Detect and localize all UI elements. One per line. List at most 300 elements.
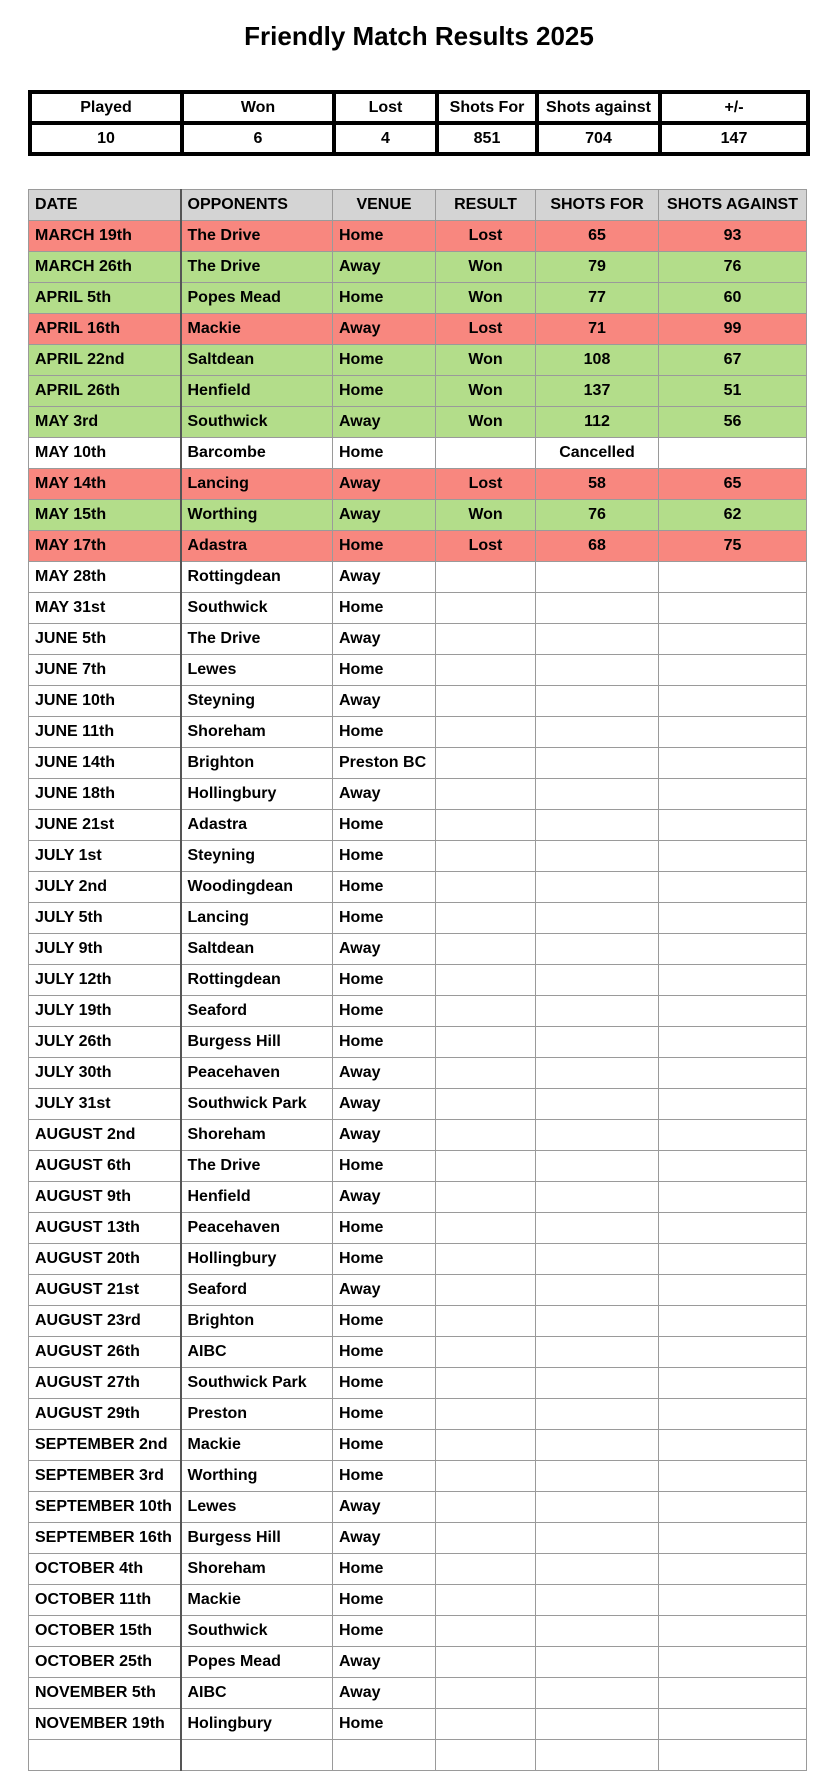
result-cell xyxy=(436,1461,536,1492)
table-row xyxy=(29,469,807,500)
opponent-cell: Seaford xyxy=(181,1275,333,1306)
results-body xyxy=(29,221,807,1771)
result-cell xyxy=(436,1089,536,1120)
shots-against-cell xyxy=(659,1182,807,1213)
opponent-cell: AIBC xyxy=(181,1678,333,1709)
table-row xyxy=(29,1430,807,1461)
column-header-shots-for: SHOTS FOR xyxy=(536,190,659,221)
shots-against-cell xyxy=(659,748,807,779)
result-cell xyxy=(436,810,536,841)
shots-for-cell xyxy=(536,1337,659,1368)
venue-cell: Home xyxy=(333,965,436,996)
table-row xyxy=(29,965,807,996)
result-cell xyxy=(436,655,536,686)
shots-for-cell xyxy=(536,1058,659,1089)
result-cell xyxy=(436,1027,536,1058)
summary-header-row xyxy=(30,92,808,123)
table-row xyxy=(29,1244,807,1275)
opponent-cell: Shoreham xyxy=(181,1554,333,1585)
result-cell xyxy=(436,748,536,779)
date-cell: MARCH 19th xyxy=(29,221,181,252)
table-row xyxy=(29,1554,807,1585)
summary-value-lost: 4 xyxy=(334,123,437,154)
result-cell xyxy=(436,1430,536,1461)
shots-against-cell xyxy=(659,1368,807,1399)
shots-against-cell xyxy=(659,1089,807,1120)
venue-cell: Away xyxy=(333,252,436,283)
shots-for-cell xyxy=(536,1523,659,1554)
shots-for-cell xyxy=(536,934,659,965)
result-cell xyxy=(436,1213,536,1244)
opponent-cell: Rottingdean xyxy=(181,965,333,996)
opponent-cell: Lancing xyxy=(181,469,333,500)
date-cell: MAY 28th xyxy=(29,562,181,593)
summary-value-shots-against: 704 xyxy=(537,123,660,154)
shots-for-cell xyxy=(536,1709,659,1740)
opponent-cell: Burgess Hill xyxy=(181,1027,333,1058)
result-cell xyxy=(436,872,536,903)
date-cell: OCTOBER 25th xyxy=(29,1647,181,1678)
result-cell xyxy=(436,1151,536,1182)
venue-cell: Away xyxy=(333,1058,436,1089)
venue-cell: Away xyxy=(333,1492,436,1523)
date-cell: JULY 5th xyxy=(29,903,181,934)
shots-against-cell xyxy=(659,1306,807,1337)
shots-against-cell xyxy=(659,1244,807,1275)
opponent-cell: Steyning xyxy=(181,686,333,717)
venue-cell: Away xyxy=(333,1647,436,1678)
venue-cell: Away xyxy=(333,314,436,345)
shots-for-cell xyxy=(536,1244,659,1275)
result-cell xyxy=(436,1399,536,1430)
venue-cell: Away xyxy=(333,934,436,965)
opponent-cell: Steyning xyxy=(181,841,333,872)
table-row xyxy=(29,1027,807,1058)
venue-cell: Home xyxy=(333,810,436,841)
venue-cell: Home xyxy=(333,655,436,686)
result-cell xyxy=(436,1492,536,1523)
date-cell: JUNE 21st xyxy=(29,810,181,841)
opponent-cell: Shoreham xyxy=(181,717,333,748)
shots-for-cell xyxy=(536,1306,659,1337)
table-row xyxy=(29,1616,807,1647)
date-cell: JULY 1st xyxy=(29,841,181,872)
summary-value-shots-for: 851 xyxy=(437,123,537,154)
result-cell xyxy=(436,1647,536,1678)
result-cell xyxy=(436,1616,536,1647)
result-cell: Won xyxy=(436,500,536,531)
results-table xyxy=(28,189,807,1771)
opponent-cell: The Drive xyxy=(181,221,333,252)
shots-against-cell xyxy=(659,934,807,965)
date-cell: JULY 30th xyxy=(29,1058,181,1089)
table-row xyxy=(29,686,807,717)
date-cell xyxy=(29,1740,181,1771)
opponent-cell: Worthing xyxy=(181,500,333,531)
summary-value-played: 10 xyxy=(30,123,182,154)
shots-for-cell xyxy=(536,1089,659,1120)
column-header-date: DATE xyxy=(29,190,181,221)
shots-against-cell: 93 xyxy=(659,221,807,252)
date-cell: APRIL 5th xyxy=(29,283,181,314)
venue-cell: Away xyxy=(333,500,436,531)
venue-cell: Home xyxy=(333,376,436,407)
shots-against-cell: 65 xyxy=(659,469,807,500)
date-cell: JULY 19th xyxy=(29,996,181,1027)
shots-against-cell xyxy=(659,1151,807,1182)
result-cell xyxy=(436,1120,536,1151)
venue-cell: Home xyxy=(333,841,436,872)
column-header-venue: VENUE xyxy=(333,190,436,221)
opponent-cell: Holingbury xyxy=(181,1709,333,1740)
opponent-cell: Brighton xyxy=(181,748,333,779)
opponent-cell: Hollingbury xyxy=(181,1244,333,1275)
opponent-cell: Saltdean xyxy=(181,345,333,376)
shots-against-cell xyxy=(659,872,807,903)
table-row xyxy=(29,1523,807,1554)
date-cell: AUGUST 27th xyxy=(29,1368,181,1399)
opponent-cell: Southwick xyxy=(181,593,333,624)
shots-for-cell xyxy=(536,1399,659,1430)
venue-cell: Away xyxy=(333,1523,436,1554)
date-cell: AUGUST 21st xyxy=(29,1275,181,1306)
shots-against-cell xyxy=(659,1027,807,1058)
opponent-cell: Henfield xyxy=(181,1182,333,1213)
venue-cell: Home xyxy=(333,345,436,376)
column-header-opponents: OPPONENTS xyxy=(181,190,333,221)
result-cell xyxy=(436,1306,536,1337)
opponent-cell: The Drive xyxy=(181,1151,333,1182)
shots-against-cell xyxy=(659,841,807,872)
venue-cell: Home xyxy=(333,903,436,934)
shots-against-cell xyxy=(659,1275,807,1306)
opponent-cell: Saltdean xyxy=(181,934,333,965)
venue-cell: Home xyxy=(333,1151,436,1182)
venue-cell: Home xyxy=(333,1709,436,1740)
shots-against-cell: 75 xyxy=(659,531,807,562)
table-row xyxy=(29,1306,807,1337)
shots-against-cell xyxy=(659,1616,807,1647)
shots-for-cell xyxy=(536,1275,659,1306)
shots-against-cell xyxy=(659,1337,807,1368)
venue-cell: Away xyxy=(333,779,436,810)
result-cell xyxy=(436,1554,536,1585)
date-cell: AUGUST 23rd xyxy=(29,1306,181,1337)
result-cell xyxy=(436,562,536,593)
result-cell xyxy=(436,686,536,717)
date-cell: AUGUST 26th xyxy=(29,1337,181,1368)
result-cell: Won xyxy=(436,376,536,407)
table-row xyxy=(29,500,807,531)
shots-for-cell xyxy=(536,1554,659,1585)
venue-cell: Away xyxy=(333,686,436,717)
date-cell: MARCH 26th xyxy=(29,252,181,283)
table-row xyxy=(29,996,807,1027)
result-cell xyxy=(436,1523,536,1554)
table-row xyxy=(29,1492,807,1523)
table-row xyxy=(29,841,807,872)
venue-cell: Home xyxy=(333,593,436,624)
shots-against-cell xyxy=(659,965,807,996)
shots-for-cell xyxy=(536,1647,659,1678)
shots-against-cell xyxy=(659,903,807,934)
opponent-cell: Southwick xyxy=(181,407,333,438)
shots-for-cell xyxy=(536,1213,659,1244)
shots-against-cell: 60 xyxy=(659,283,807,314)
shots-for-cell xyxy=(536,1120,659,1151)
summary-header-shots-for: Shots For xyxy=(437,92,537,123)
table-row xyxy=(29,810,807,841)
result-cell xyxy=(436,438,536,469)
shots-for-cell xyxy=(536,1585,659,1616)
venue-cell: Away xyxy=(333,562,436,593)
table-row xyxy=(29,1182,807,1213)
result-cell xyxy=(436,841,536,872)
shots-against-cell xyxy=(659,1399,807,1430)
opponent-cell: Hollingbury xyxy=(181,779,333,810)
shots-for-cell: 112 xyxy=(536,407,659,438)
shots-against-cell: 62 xyxy=(659,500,807,531)
result-cell xyxy=(436,934,536,965)
opponent-cell: Seaford xyxy=(181,996,333,1027)
date-cell: OCTOBER 11th xyxy=(29,1585,181,1616)
shots-for-cell xyxy=(536,1678,659,1709)
table-row xyxy=(29,1709,807,1740)
venue-cell xyxy=(333,1740,436,1771)
shots-against-cell xyxy=(659,655,807,686)
shots-against-cell xyxy=(659,686,807,717)
shots-against-cell xyxy=(659,1523,807,1554)
opponent-cell: Southwick Park xyxy=(181,1089,333,1120)
result-cell xyxy=(436,1058,536,1089)
venue-cell: Home xyxy=(333,996,436,1027)
shots-for-cell xyxy=(536,996,659,1027)
venue-cell: Home xyxy=(333,531,436,562)
date-cell: SEPTEMBER 10th xyxy=(29,1492,181,1523)
shots-for-cell xyxy=(536,655,659,686)
date-cell: AUGUST 13th xyxy=(29,1213,181,1244)
shots-against-cell: 76 xyxy=(659,252,807,283)
date-cell: APRIL 26th xyxy=(29,376,181,407)
result-cell: Won xyxy=(436,407,536,438)
column-header-result: RESULT xyxy=(436,190,536,221)
venue-cell: Away xyxy=(333,407,436,438)
shots-for-cell xyxy=(536,1492,659,1523)
shots-for-cell xyxy=(536,841,659,872)
column-header-shots-against: SHOTS AGAINST xyxy=(659,190,807,221)
summary-header-won: Won xyxy=(182,92,334,123)
opponent-cell: The Drive xyxy=(181,624,333,655)
result-cell: Lost xyxy=(436,469,536,500)
results-header-row xyxy=(29,190,807,221)
opponent-cell: Preston xyxy=(181,1399,333,1430)
venue-cell: Away xyxy=(333,624,436,655)
shots-for-cell xyxy=(536,965,659,996)
opponent-cell: Woodingdean xyxy=(181,872,333,903)
summary-value-plus-minus: 147 xyxy=(660,123,808,154)
opponent-cell: Popes Mead xyxy=(181,283,333,314)
table-row xyxy=(29,624,807,655)
result-cell: Won xyxy=(436,345,536,376)
shots-against-cell xyxy=(659,1492,807,1523)
opponent-cell: Henfield xyxy=(181,376,333,407)
opponent-cell xyxy=(181,1740,333,1771)
table-row xyxy=(29,562,807,593)
opponent-cell: Lancing xyxy=(181,903,333,934)
table-row xyxy=(29,1368,807,1399)
shots-against-cell xyxy=(659,438,807,469)
result-cell xyxy=(436,779,536,810)
table-row xyxy=(29,1058,807,1089)
opponent-cell: The Drive xyxy=(181,252,333,283)
venue-cell: Home xyxy=(333,1213,436,1244)
date-cell: JULY 2nd xyxy=(29,872,181,903)
shots-for-cell: 68 xyxy=(536,531,659,562)
shots-against-cell xyxy=(659,1120,807,1151)
shots-against-cell: 51 xyxy=(659,376,807,407)
venue-cell: Away xyxy=(333,1678,436,1709)
result-cell xyxy=(436,1585,536,1616)
table-row xyxy=(29,1740,807,1771)
venue-cell: Home xyxy=(333,1399,436,1430)
shots-against-cell xyxy=(659,1709,807,1740)
date-cell: JUNE 14th xyxy=(29,748,181,779)
shots-against-cell xyxy=(659,1554,807,1585)
date-cell: NOVEMBER 5th xyxy=(29,1678,181,1709)
date-cell: AUGUST 29th xyxy=(29,1399,181,1430)
venue-cell: Away xyxy=(333,1089,436,1120)
table-row xyxy=(29,1585,807,1616)
venue-cell: Home xyxy=(333,221,436,252)
table-row xyxy=(29,1647,807,1678)
result-cell xyxy=(436,593,536,624)
venue-cell: Home xyxy=(333,1244,436,1275)
shots-against-cell xyxy=(659,1740,807,1771)
table-row xyxy=(29,283,807,314)
venue-cell: Away xyxy=(333,1275,436,1306)
result-cell xyxy=(436,1709,536,1740)
date-cell: MAY 15th xyxy=(29,500,181,531)
result-cell xyxy=(436,717,536,748)
venue-cell: Home xyxy=(333,1585,436,1616)
table-row xyxy=(29,531,807,562)
table-row xyxy=(29,252,807,283)
result-cell xyxy=(436,1337,536,1368)
date-cell: JUNE 11th xyxy=(29,717,181,748)
summary-value-won: 6 xyxy=(182,123,334,154)
opponent-cell: Rottingdean xyxy=(181,562,333,593)
shots-against-cell xyxy=(659,562,807,593)
result-cell xyxy=(436,1275,536,1306)
table-row xyxy=(29,1337,807,1368)
venue-cell: Home xyxy=(333,872,436,903)
venue-cell: Home xyxy=(333,1306,436,1337)
shots-for-cell xyxy=(536,717,659,748)
venue-cell: Home xyxy=(333,438,436,469)
summary-header-played: Played xyxy=(30,92,182,123)
opponent-cell: Mackie xyxy=(181,1430,333,1461)
shots-against-cell: 56 xyxy=(659,407,807,438)
result-cell: Lost xyxy=(436,314,536,345)
venue-cell: Home xyxy=(333,717,436,748)
shots-for-cell: 79 xyxy=(536,252,659,283)
date-cell: AUGUST 20th xyxy=(29,1244,181,1275)
opponent-cell: Peacehaven xyxy=(181,1213,333,1244)
shots-for-cell: 108 xyxy=(536,345,659,376)
shots-for-cell: 58 xyxy=(536,469,659,500)
shots-for-cell xyxy=(536,1461,659,1492)
shots-against-cell xyxy=(659,1058,807,1089)
table-row xyxy=(29,1678,807,1709)
shots-against-cell xyxy=(659,1430,807,1461)
date-cell: JULY 26th xyxy=(29,1027,181,1058)
date-cell: APRIL 22nd xyxy=(29,345,181,376)
summary-table xyxy=(28,90,810,156)
opponent-cell: Peacehaven xyxy=(181,1058,333,1089)
opponent-cell: AIBC xyxy=(181,1337,333,1368)
table-row xyxy=(29,593,807,624)
opponent-cell: Adastra xyxy=(181,810,333,841)
shots-against-cell: 99 xyxy=(659,314,807,345)
date-cell: JULY 12th xyxy=(29,965,181,996)
date-cell: MAY 31st xyxy=(29,593,181,624)
shots-for-cell: Cancelled xyxy=(536,438,659,469)
table-row xyxy=(29,221,807,252)
shots-for-cell xyxy=(536,1740,659,1771)
shots-for-cell xyxy=(536,1151,659,1182)
table-row xyxy=(29,1120,807,1151)
page-title: Friendly Match Results 2025 xyxy=(244,21,594,51)
date-cell: SEPTEMBER 2nd xyxy=(29,1430,181,1461)
opponent-cell: Popes Mead xyxy=(181,1647,333,1678)
date-cell: AUGUST 2nd xyxy=(29,1120,181,1151)
shots-against-cell: 67 xyxy=(659,345,807,376)
date-cell: JUNE 7th xyxy=(29,655,181,686)
table-row xyxy=(29,872,807,903)
venue-cell: Home xyxy=(333,283,436,314)
venue-cell: Away xyxy=(333,1182,436,1213)
date-cell: SEPTEMBER 16th xyxy=(29,1523,181,1554)
result-cell xyxy=(436,1182,536,1213)
opponent-cell: Adastra xyxy=(181,531,333,562)
result-cell: Won xyxy=(436,283,536,314)
result-cell xyxy=(436,1740,536,1771)
shots-against-cell xyxy=(659,1213,807,1244)
venue-cell: Away xyxy=(333,469,436,500)
shots-for-cell: 76 xyxy=(536,500,659,531)
shots-for-cell xyxy=(536,1027,659,1058)
table-row xyxy=(29,717,807,748)
date-cell: AUGUST 6th xyxy=(29,1151,181,1182)
opponent-cell: Brighton xyxy=(181,1306,333,1337)
result-cell xyxy=(436,1678,536,1709)
shots-against-cell xyxy=(659,1647,807,1678)
result-cell xyxy=(436,996,536,1027)
summary-header-shots-against: Shots against xyxy=(537,92,660,123)
opponent-cell: Lewes xyxy=(181,655,333,686)
date-cell: MAY 14th xyxy=(29,469,181,500)
shots-for-cell: 71 xyxy=(536,314,659,345)
shots-against-cell xyxy=(659,1585,807,1616)
table-row xyxy=(29,1399,807,1430)
date-cell: JULY 9th xyxy=(29,934,181,965)
shots-for-cell: 137 xyxy=(536,376,659,407)
table-row xyxy=(29,748,807,779)
table-row xyxy=(29,438,807,469)
result-cell: Won xyxy=(436,252,536,283)
venue-cell: Home xyxy=(333,1461,436,1492)
shots-against-cell xyxy=(659,779,807,810)
